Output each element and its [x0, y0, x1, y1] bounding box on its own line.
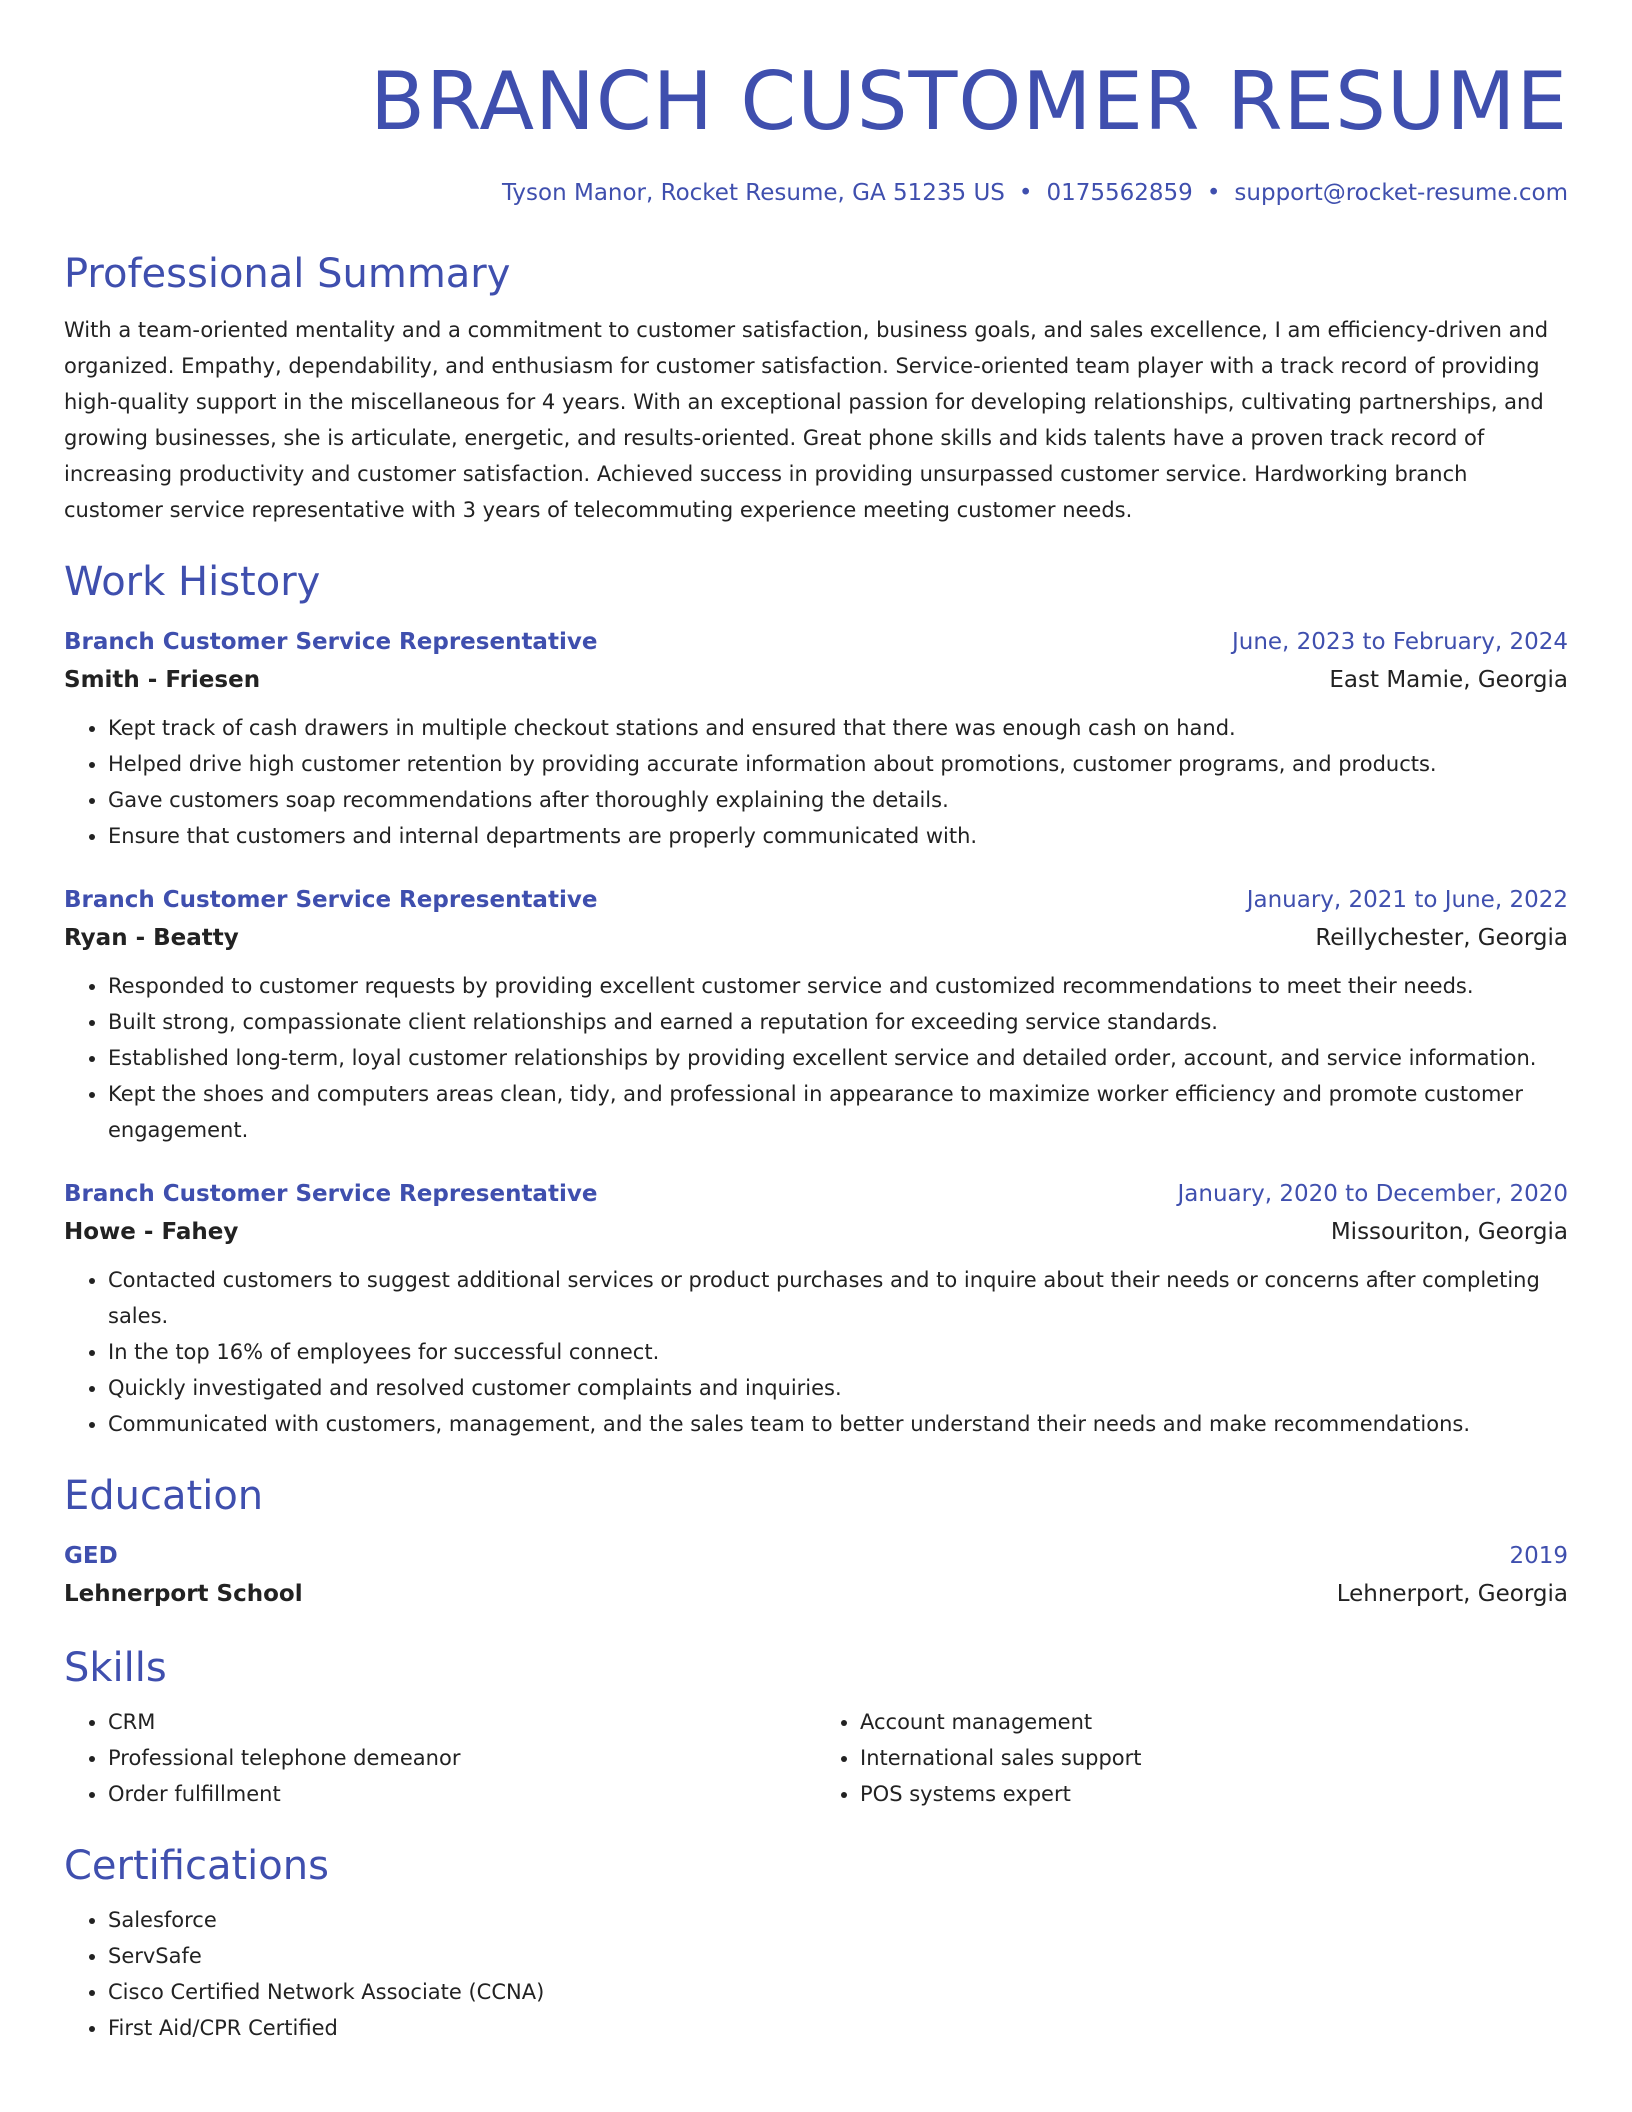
- education-section: [64, 1472, 1568, 1614]
- job-location: Reillychester, Georgia: [1315, 925, 1568, 951]
- contact-separator: •: [1206, 180, 1221, 206]
- job-employer: Howe - Fahey: [64, 1219, 239, 1245]
- skills-list-right: [816, 1704, 1568, 1812]
- job-title: Branch Customer Service Representative: [64, 629, 598, 655]
- education-heading: Education: [64, 1473, 264, 1519]
- job-bullet: • Gave customers soap recommendations after thoroughly explaining the details.: [108, 782, 1568, 818]
- skill-item: • CRM: [108, 1704, 816, 1740]
- summary-text: With a team-oriented mentality and a commitment to customer satisfaction, business goals, and sales excellence, I am efficiency-driven and organized. Empathy, dependability, and enthusiasm for customer satisfaction. Service-oriented team player with a track record of providing high-quality support in the miscellaneous for 4 years. With an exceptional passion for developing relationships, cultivating partnerships, and growing businesses, she is articulate, energetic, and results-oriented. Great phone skills and kids talents have a proven track record of increasing productivity and customer satisfaction. Achieved success in providing unsurpassed customer service. Hardworking branch customer service representative with 3 years of telecommuting experience meeting customer needs.: [64, 318, 1549, 522]
- job-dates: January, 2021 to June, 2022: [1246, 887, 1568, 913]
- education-location: Lehnerport, Georgia: [1336, 1581, 1568, 1607]
- job-bullets: [64, 968, 1568, 1148]
- skills-list-left: [64, 1704, 816, 1812]
- work-history-heading: Work History: [64, 559, 321, 605]
- job-title: Branch Customer Service Representative: [64, 1181, 598, 1207]
- education-entry: [64, 1538, 1568, 1614]
- job-bullet: • Quickly investigated and resolved customer complaints and inquiries.: [108, 1370, 1568, 1406]
- job-bullet: • Responded to customer requests by providing excellent customer service and customized recommendations to meet their needs.: [108, 968, 1568, 1004]
- certification-item: • First Aid/CPR Certified: [108, 2010, 1568, 2046]
- job-entry: [64, 882, 1568, 1148]
- resume-header: [64, 0, 1568, 208]
- certification-item: • Cisco Certified Network Associate (CCNA): [108, 1974, 1568, 2010]
- contact-separator: •: [1018, 180, 1033, 206]
- certifications-section: [64, 1842, 1568, 2046]
- skill-item: • Professional telephone demeanor: [108, 1740, 816, 1776]
- job-bullet: • Built strong, compassionate client relationships and earned a reputation for exceeding service standards.: [108, 1004, 1568, 1040]
- job-bullet: • Contacted customers to suggest additional services or product purchases and to inquire about their needs or concerns after completing sales.: [108, 1262, 1568, 1334]
- certification-item: • Salesforce: [108, 1902, 1568, 1938]
- certification-item: • ServSafe: [108, 1938, 1568, 1974]
- job-dates: January, 2020 to December, 2020: [1177, 1181, 1568, 1207]
- job-location: Missouriton, Georgia: [1330, 1219, 1568, 1245]
- job-bullet: • Communicated with customers, management, and the sales team to better understand their needs and make recommendations.: [108, 1406, 1568, 1442]
- job-bullet: • In the top 16% of employees for successful connect.: [108, 1334, 1568, 1370]
- education-degree: GED: [64, 1543, 118, 1569]
- education-year: 2019: [1509, 1543, 1568, 1569]
- skill-item: • POS systems expert: [860, 1776, 1568, 1812]
- job-bullets: [64, 1262, 1568, 1442]
- job-bullet: • Established long-term, loyal customer relationships by providing excellent service and detailed order, account, and service information.: [108, 1040, 1568, 1076]
- certifications-heading: Certifications: [64, 1843, 329, 1889]
- skill-item: • International sales support: [860, 1740, 1568, 1776]
- skills-columns: [64, 1704, 1568, 1812]
- job-entry: [64, 1176, 1568, 1442]
- certifications-list: [64, 1902, 1568, 2046]
- job-bullets: [64, 710, 1568, 854]
- skill-item: • Order fulfillment: [108, 1776, 816, 1812]
- skills-section: [64, 1644, 1568, 1812]
- job-entry: [64, 624, 1568, 854]
- skills-heading: Skills: [64, 1645, 167, 1691]
- summary-heading: Professional Summary: [64, 251, 511, 297]
- job-bullet: • Helped drive high customer retention by providing accurate information about promotions, customer programs, and products.: [108, 746, 1568, 782]
- job-employer: Ryan - Beatty: [64, 925, 239, 951]
- job-bullet: • Ensure that customers and internal departments are properly communicated with.: [108, 818, 1568, 854]
- job-bullet: • Kept track of cash drawers in multiple checkout stations and ensured that there was enough cash on hand.: [108, 710, 1568, 746]
- contact-address: Tyson Manor, Rocket Resume, GA 51235 US: [501, 180, 1005, 206]
- work-history-section: [64, 558, 1568, 1442]
- contact-email: support@rocket-resume.com: [1234, 180, 1568, 206]
- contact-line: [64, 178, 1568, 208]
- job-bullet: • Kept the shoes and computers areas clean, tidy, and professional in appearance to maximize worker efficiency and promote customer engagement.: [108, 1076, 1568, 1148]
- education-school: Lehnerport School: [64, 1581, 303, 1607]
- job-employer: Smith - Friesen: [64, 667, 261, 693]
- job-dates: June, 2023 to February, 2024: [1231, 629, 1568, 655]
- contact-phone: 0175562859: [1046, 180, 1193, 206]
- job-title: Branch Customer Service Representative: [64, 887, 598, 913]
- resume-name: BRANCH CUSTOMER RESUME: [370, 55, 1568, 148]
- skill-item: • Account management: [860, 1704, 1568, 1740]
- job-location: East Mamie, Georgia: [1329, 667, 1568, 693]
